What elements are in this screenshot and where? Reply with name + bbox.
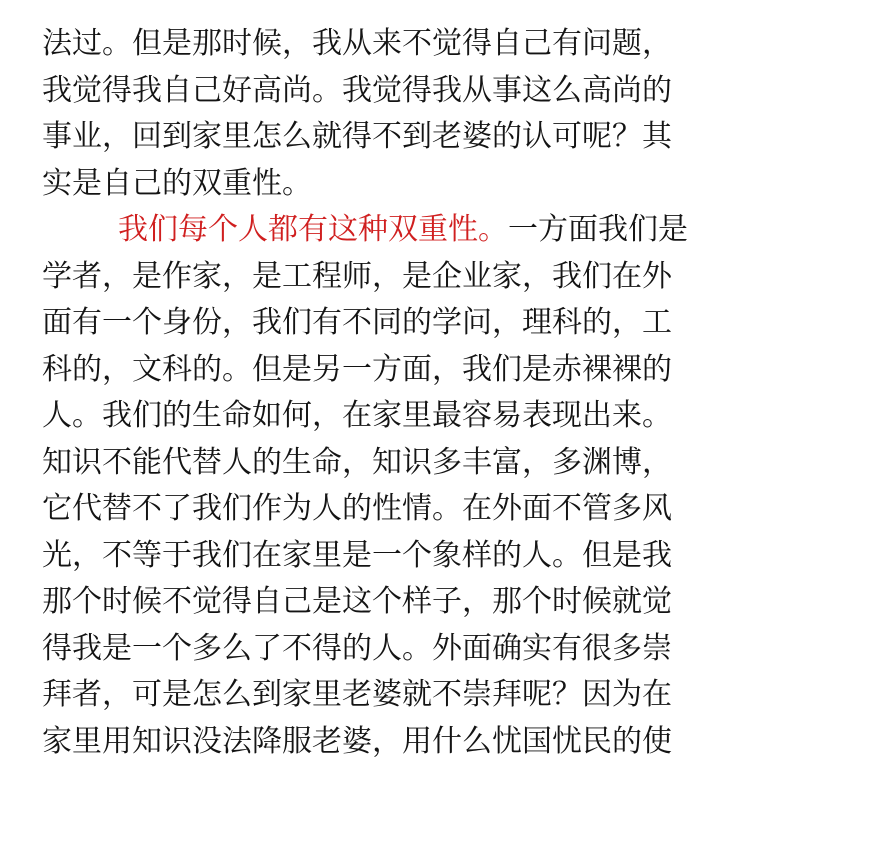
text-line: 面有一个身份，我们有不同的学问，理科的，工 [42,305,672,340]
text-line: 实是自己的双重性。 [42,165,312,201]
text-line: 家里用知识没法降服老婆，用什么忧国忧民的使 [42,723,672,759]
text-line: 它代替不了我们作为人的性情。在外面不管多风 [42,491,672,526]
text-line: 我觉得我自己好高尚。我觉得我从事这么高尚的 [42,72,672,108]
text-line: 学者，是作家，是工程师，是企业家，我们在外 [42,258,672,294]
text-line: 事业，回到家里怎么就得不到老婆的认可呢？其 [42,119,672,154]
paragraph-first-line [42,207,842,254]
text-line: 人。我们的生命如何，在家里最容易表现出来。 [42,398,672,433]
text-line: 光，不等于我们在家里是一个象样的人。但是我 [42,537,672,573]
text-line: 拜者，可是怎么到家里老婆就不崇拜呢？因为在 [42,677,672,712]
first-line-rest: 一方面我们是 [508,212,688,247]
text-line: 那个时候不觉得自己是这个样子，那个时候就觉 [42,584,672,619]
text-line: 法过。但是那时候，我从来不觉得自己有问题， [42,26,672,61]
body-text [42,21,842,765]
text-line: 科的，文科的。但是另一方面，我们是赤裸裸的 [42,351,672,387]
text-line: 知识不能代替人的生命，知识多丰富，多渊博， [42,444,672,480]
highlighted-sentence: 我们每个人都有这种双重性。 [118,212,508,247]
text-line: 得我是一个多么了不得的人。外面确实有很多崇 [42,630,672,666]
